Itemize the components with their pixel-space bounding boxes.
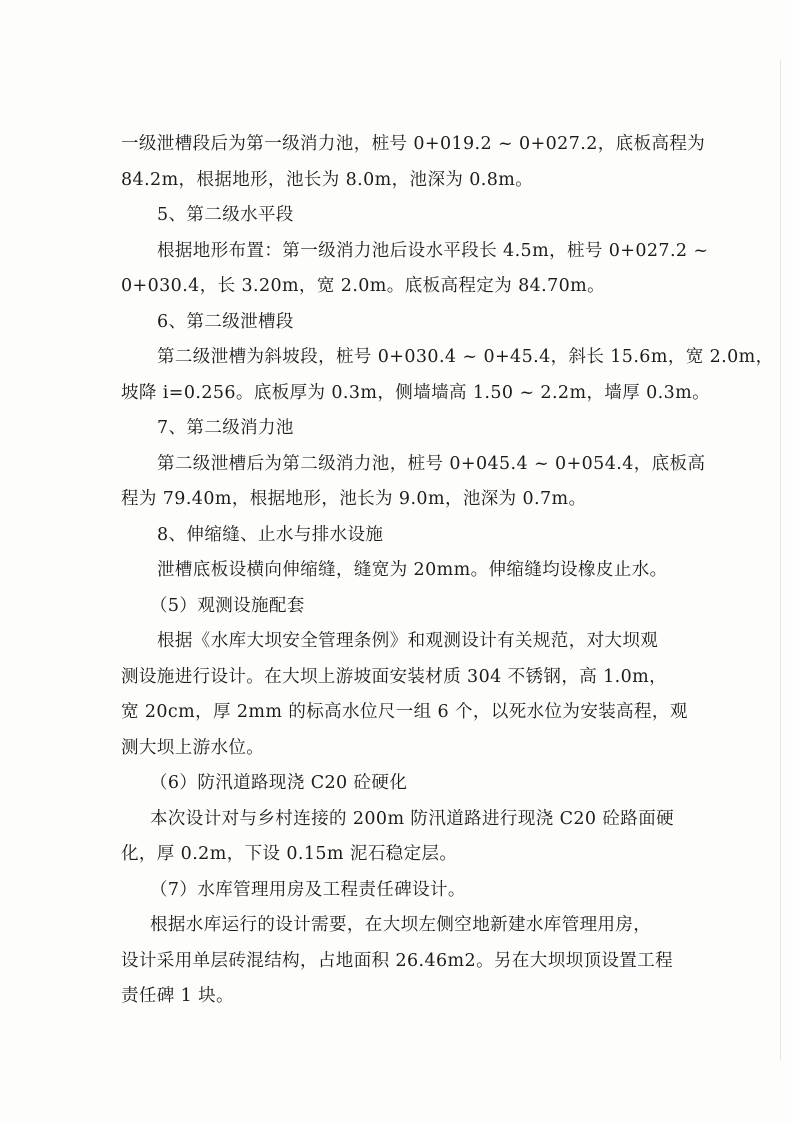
section-heading: （6）防汛道路现浇 C20 砼硬化 xyxy=(150,773,408,793)
section-heading: 8、伸缩缝、止水与排水设施 xyxy=(157,525,384,545)
body-text-line: 84.2m，根据地形，池长为 8.0m，池深为 0.8m。 xyxy=(121,170,534,190)
section-heading: （5）观测设施配套 xyxy=(150,596,305,616)
body-text-line: 第二级泄槽为斜坡段，桩号 0+030.4 ~ 0+45.4，斜长 15.6m，宽 2.0m， xyxy=(157,347,774,367)
body-text-line: 本次设计对与乡村连接的 200m 防汛道路进行现浇 C20 砼路面硬 xyxy=(150,809,675,829)
body-text-line: 第二级泄槽后为第二级消力池，桩号 0+045.4 ~ 0+054.4，底板高 xyxy=(157,454,706,474)
body-text-line: 测大坝上游水位。 xyxy=(121,738,265,758)
body-text-line: 0+030.4，长 3.20m，宽 2.0m。底板高程定为 84.70m。 xyxy=(121,276,606,296)
body-text-line: 化，厚 0.2m，下设 0.15m 泥石稳定层。 xyxy=(121,844,458,864)
body-text-line: 根据《水库大坝安全管理条例》和观测设计有关规范，对大坝观 xyxy=(157,631,659,651)
section-heading: （7）水库管理用房及工程责任碑设计。 xyxy=(150,880,466,900)
body-text-line: 坡降 i=0.256。底板厚为 0.3m，侧墙墙高 1.50 ~ 2.2m，墙厚 0.3m。 xyxy=(121,383,711,403)
body-text-line: 宽 20cm，厚 2mm 的标高水位尺一组 6 个，以死水位为安装高程，观 xyxy=(121,702,688,722)
section-heading: 7、第二级消力池 xyxy=(157,418,294,438)
body-text-line: 根据地形布置：第一级消力池后设水平段长 4.5m，桩号 0+027.2 ~ xyxy=(157,241,709,261)
section-heading: 6、第二级泄槽段 xyxy=(157,312,294,332)
body-text-line: 一级泄槽段后为第一级消力池，桩号 0+019.2 ~ 0+027.2，底板高程为 xyxy=(121,134,706,154)
body-text-line: 程为 79.40m，根据地形，池长为 9.0m，池深为 0.7m。 xyxy=(121,489,587,509)
body-text-line: 根据水库运行的设计需要，在大坝左侧空地新建水库管理用房， xyxy=(150,915,652,935)
body-text-line: 责任碑 1 块。 xyxy=(121,986,234,1006)
body-text-line: 测设施进行设计。在大坝上游坡面安装材质 304 不锈钢，高 1.0m， xyxy=(121,667,668,687)
body-text-line: 设计采用单层砖混结构，占地面积 26.46m2。另在大坝坝顶设置工程 xyxy=(121,951,673,971)
body-text-line: 泄槽底板设横向伸缩缝，缝宽为 20mm。伸缩缝均设橡皮止水。 xyxy=(157,560,668,580)
section-heading: 5、第二级水平段 xyxy=(157,205,294,225)
